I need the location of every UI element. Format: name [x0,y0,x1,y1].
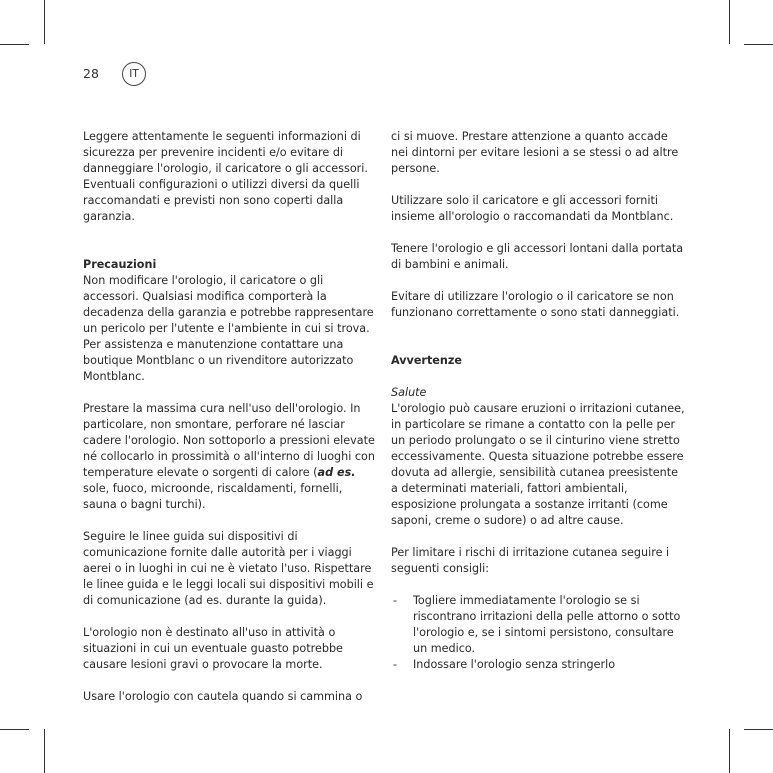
crop-mark [44,0,45,44]
warnings-heading: Avvertenze [391,354,462,367]
crop-mark [0,44,29,45]
list-dash: - [393,594,398,607]
paragraph: Utilizzare solo il caricatore e gli accessori forniti insieme all'orologio o raccomandati da Montblanc. [391,194,674,223]
paragraph: Tenere l'orologio e gli accessori lontani dalla portata di bambini e animali. [391,242,684,271]
page-number: 28 [83,66,99,81]
right-column [391,129,686,673]
emphasis-text: ad es. [317,466,356,479]
list-item-text: Togliere immediatamente l'orologio se si riscontrano irritazioni della pelle attorno o sotto l'orologio e, se i sintomi persistono, consultare un medico. [413,594,681,655]
intro-paragraph: Leggere attentamente le seguenti informazioni di sicurezza per prevenire incidenti e/o evitare di danneggiare l'orologio, il caricatore o gli accessori. Eventuali configurazioni o utilizzi diversi da quelli raccomandati e previsti non sono coperti dalla garanzia. [83,130,368,223]
paragraph: ci si muove. Prestare attenzione a quanto accade nei dintorni per evitare lesioni a se stessi o ad altre persone. [391,130,679,175]
list-item-text: Indossare l'orologio senza stringerlo [413,658,616,671]
crop-mark [744,729,773,730]
paragraph: Usare l'orologio con cautela quando si cammina o [83,690,363,703]
health-subheading: Salute [391,386,427,399]
crop-mark [744,44,773,45]
paragraph: L'orologio può causare eruzioni o irritazioni cutanee, in particolare se rimane a contatto con la pelle per un periodo prolungato o se il cinturino viene stretto eccessivamente. Questa situazione potrebbe essere dovuta ad allergie, sensibilità cutanea preesistente a determinati materiali, fattori ambientali, esposizione prolungata a sostanze irritanti (come saponi, creme o sudore) o ad altre cause. [391,402,685,527]
paragraph: Evitare di utilizzare l'orologio o il caricatore se non funzionano correttamente o sono stati danneggiati. [391,290,680,319]
crop-mark [729,0,730,44]
paragraph [83,401,378,513]
language-badge: IT [122,62,146,86]
paragraph-text: Prestare la massima cura nell'uso dell'orologio. In particolare, non smontare, perforare né lasciar cadere l'orologio. Non sottoporlo a pressioni elevate né collocarlo in prossimità o all'interno di luoghi con temperature elevate o sorgenti di calore ( [83,402,375,479]
paragraph: Per limitare i rischi di irritazione cutanea seguire i seguenti consigli: [391,546,670,575]
list-dash: - [393,658,398,671]
crop-mark [44,729,45,773]
paragraph-text: sole, fuoco, microonde, riscaldamenti, fornelli, sauna o bagni turchi). [83,482,343,511]
paragraph: Seguire le linee guida sui dispositivi di comunicazione fornite dalle autorità per i viaggi aerei o in luoghi in cui ne è vietato l'uso. Rispettare le linee guida e le leggi locali sui dispositivi mobili e di comunicazione (ad es. durante la guida). [83,530,374,607]
crop-mark [729,729,730,773]
list-item [391,657,686,673]
left-column [83,129,378,705]
list-item [391,593,686,657]
crop-mark [0,729,29,730]
paragraph: Non modificare l'orologio, il caricatore o gli accessori. Qualsiasi modifica comporterà la decadenza della garanzia e potrebbe rappresentare un pericolo per l'utente e l'ambiente in cui si trova. Per assistenza e manutenzione contattare una boutique Montblanc o un rivenditore autorizzato Montblanc. [83,274,374,383]
precautions-heading: Precauzioni [83,258,157,271]
paragraph: L'orologio non è destinato all'uso in attività o situazioni in cui un eventuale guasto potrebbe causare lesioni gravi o provocare la morte. [83,626,343,671]
